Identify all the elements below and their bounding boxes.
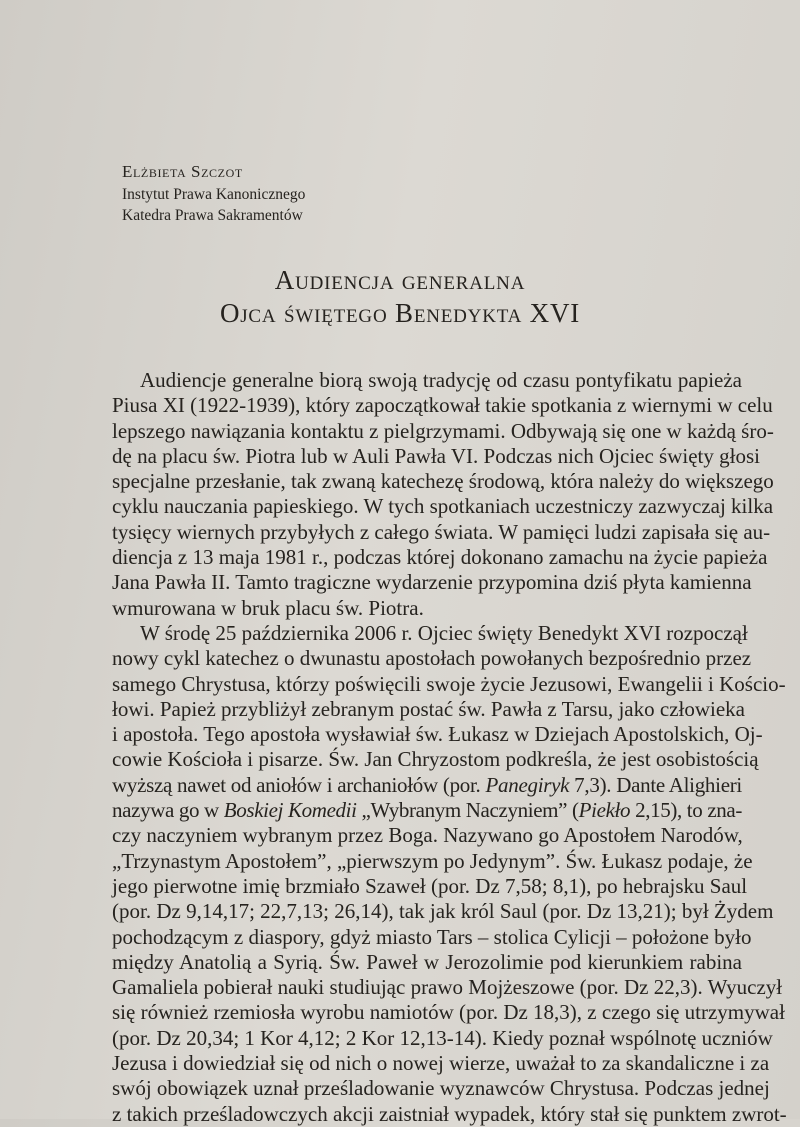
text-line: lepszego nawiązania kontaktu z pielgrzymami. Odbywają się one w każdą śro- bbox=[112, 418, 774, 443]
text-line: (por. Dz 9,14,17; 22,7,13; 26,14), tak jak król Saul (por. Dz 13,21); był Żydem bbox=[112, 899, 774, 924]
text-line: specjalne przesłanie, tak zwaną katechezę środową, która należy do większego bbox=[112, 469, 774, 494]
text-line: diencja z 13 maja 1981 r., podczas której dokonano zamachu na życie papieża bbox=[112, 545, 768, 570]
text-line: Jezusa i dowiedział się od nich o nowej wierze, uważał to za skandaliczne i za bbox=[112, 1051, 770, 1076]
text-line: jego pierwotne imię brzmiało Szaweł (por. Dz 7,58; 8,1), po hebrajsku Saul bbox=[112, 873, 748, 898]
text-line: wmurowana w bruk placu św. Piotra. bbox=[112, 595, 424, 620]
article-title bbox=[110, 264, 690, 330]
author-name: Elżbieta Szczot bbox=[122, 162, 243, 181]
body-text bbox=[112, 368, 787, 1127]
italic-title-divine-comedy: Boskiej Komedii bbox=[223, 798, 357, 823]
paragraph-2 bbox=[112, 620, 787, 1127]
text-line: czy naczyniem wybranym przez Boga. Nazywano go Apostołem Narodów, bbox=[112, 823, 743, 848]
text-segment: wyższą nawet od aniołów i archaniołów (por. bbox=[112, 772, 486, 797]
text-line: z takich prześladowczych akcji zaistniał wypadek, który stał się punktem zwrot- bbox=[112, 1101, 787, 1126]
italic-title-inferno: Piekło bbox=[578, 798, 631, 823]
text-line: cowie Kościoła i pisarze. Św. Jan Chryzostom podkreśla, że jest osobistością bbox=[112, 747, 759, 772]
text-line: (por. Dz 20,34; 1 Kor 4,12; 2 Kor 12,13-14). Kiedy poznał wspólnotę uczniów bbox=[112, 1025, 773, 1050]
text-segment: 7,3). bbox=[569, 772, 617, 797]
author-block bbox=[122, 160, 522, 226]
text-segment: Dante Alighieri bbox=[616, 772, 742, 797]
text-line-mixed bbox=[112, 773, 742, 798]
text-line: łowi. Papież przybliżył zebranym postać św. Pawła z Tarsu, jako człowieka bbox=[112, 696, 745, 721]
affiliation-institute: Instytut Prawa Kanonicznego bbox=[122, 186, 306, 203]
text-segment: „Wybranym Naczyniem” ( bbox=[361, 798, 579, 823]
text-line: tysięcy wiernych przybyłych z całego świata. W pamięci ludzi zapisała się au- bbox=[112, 519, 771, 544]
text-line: się również rzemiosła wyrobu namiotów (por. Dz 18,3), z czego się utrzymywał bbox=[112, 1000, 785, 1025]
paragraph-1 bbox=[112, 368, 774, 621]
text-line: nowy cykl katechez o dwunastu apostołach powołanych bezpośrednio przez bbox=[112, 646, 752, 671]
text-segment: nazywa go w bbox=[112, 798, 224, 823]
text-line: między Anatolią a Syrią. Św. Paweł w Jerozolimie pod kierunkiem rabina bbox=[112, 949, 742, 974]
affiliation-department: Katedra Prawa Sakramentów bbox=[122, 207, 303, 224]
text-line: cyklu nauczania papieskiego. W tych spotkaniach uczestniczy zazwyczaj kilka bbox=[112, 494, 774, 519]
title-line-1: Audiencja generalna bbox=[274, 265, 526, 295]
text-line: swój obowiązek uznał prześladowanie wyznawców Chrystusa. Podczas jednej bbox=[112, 1076, 770, 1101]
text-line: Piusa XI (1922-1939), który zapoczątkował takie spotkania z wiernymi w celu bbox=[112, 393, 773, 418]
text-line: pochodzącym z diaspory, gdyż miasto Tars – stolica Cylicji – położone było bbox=[112, 924, 752, 949]
text-line: samego Chrystusa, którzy poświęcili swoje życie Jezusowi, Ewangelii i Kościo- bbox=[112, 671, 786, 696]
text-line: „Trzynastym Apostołem”, „pierwszym po Jedynym”. Św. Łukasz podaje, że bbox=[112, 848, 753, 873]
text-line: W środę 25 października 2006 r. Ojciec święty Benedykt XVI rozpoczął bbox=[140, 620, 748, 645]
text-line-mixed bbox=[112, 798, 742, 823]
text-segment: 2,15), to zna- bbox=[635, 798, 743, 823]
italic-title-panegyric: Panegiryk bbox=[485, 772, 570, 797]
text-line: Gamaliela pobierał nauki studiując prawo Mojżeszowe (por. Dz 22,3). Wyuczył bbox=[112, 975, 783, 1000]
text-line: dę na placu św. Piotra lub w Auli Pawła VI. Podczas nich Ojciec święty głosi bbox=[112, 443, 760, 468]
text-line: Audiencje generalne biorą swoją tradycję od czasu pontyfikatu papieża bbox=[140, 368, 742, 392]
text-line: i apostoła. Tego apostoła wysławiał św. Łukasz w Dziejach Apostolskich, Oj- bbox=[112, 722, 763, 747]
text-line: Jana Pawła II. Tamto tragiczne wydarzenie przypomina dziś płyta kamienna bbox=[112, 570, 752, 595]
title-line-2: Ojca świętego Benedykta XVI bbox=[219, 298, 581, 328]
